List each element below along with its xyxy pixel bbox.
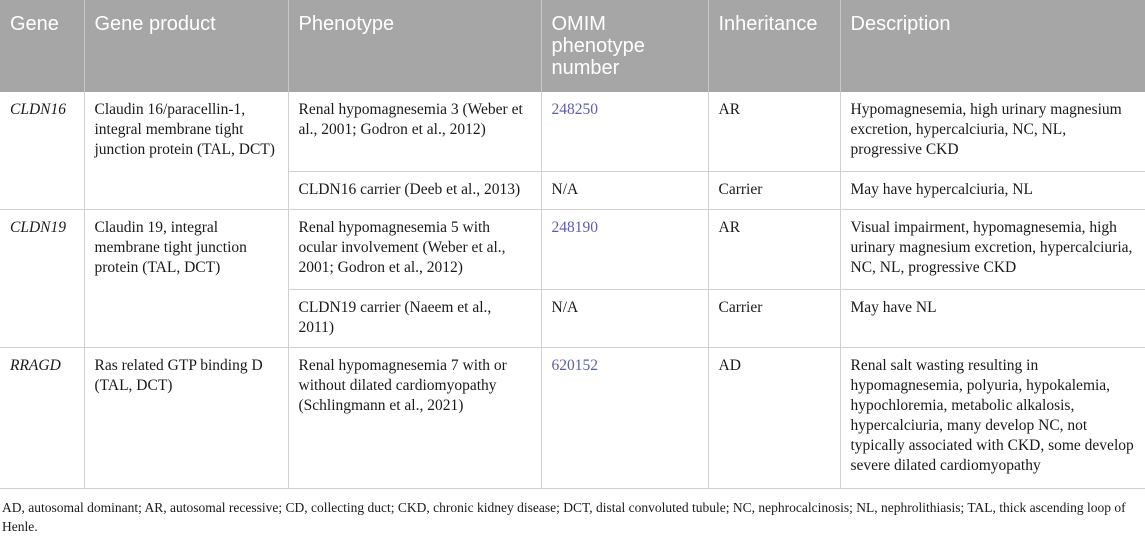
table-row	[0, 209, 1145, 289]
table-footnote: AD, autosomal dominant; AR, autosomal recessive; CD, collecting duct; CKD, chronic kidney disease; DCT, distal convoluted tubule; NC, nephrocalcinosis; NL, nephrolithiasis; TAL, thick ascending loop of Henle.	[2, 499, 1126, 534]
inheritance-cell: Carrier	[708, 171, 840, 209]
description-cell: Visual impairment, hypomagnesemia, high urinary magnesium excretion, hypercalciuria, NC, NL, progressive CKD	[840, 209, 1145, 289]
description-cell: Hypomagnesemia, high urinary magnesium excretion, hypercalciuria, NC, NL, progressive CKD	[840, 92, 1145, 171]
phenotype-cell: Renal hypomagnesemia 3 (Weber et al., 2001; Godron et al., 2012)	[288, 92, 541, 171]
header-inheritance: Inheritance	[708, 0, 840, 92]
description-cell: May have NL	[840, 289, 1145, 347]
table-row	[0, 92, 1145, 171]
omim-cell	[541, 92, 708, 171]
gene-product-cell: Ras related GTP binding D (TAL, DCT)	[84, 347, 288, 488]
gene-cell: CLDN16	[0, 92, 84, 209]
phenotype-cell: CLDN19 carrier (Naeem et al., 2011)	[288, 289, 541, 347]
inheritance-cell: AR	[708, 92, 840, 171]
header-omim: OMIM phenotype number	[541, 0, 708, 92]
omim-cell: N/A	[541, 171, 708, 209]
omim-link[interactable]: 248190	[551, 218, 598, 236]
table-row	[0, 347, 1145, 488]
phenotype-cell: Renal hypomagnesemia 7 with or without dilated cardiomyopathy (Schlingmann et al., 2021)	[288, 347, 541, 488]
gene-cell: CLDN19	[0, 209, 84, 347]
header-row	[0, 0, 1145, 92]
header-description: Description	[840, 0, 1145, 92]
omim-link[interactable]: 248250	[551, 101, 598, 118]
omim-cell	[541, 209, 708, 289]
description-cell: Renal salt wasting resulting in hypomagnesemia, polyuria, hypokalemia, hypochloremia, metabolic alkalosis, hypercalciuria, many develop NC, not typically associated with CKD, some develop severe dilated cardiomyopathy	[840, 347, 1145, 488]
omim-cell: N/A	[541, 289, 708, 347]
omim-cell	[541, 347, 708, 488]
gene-product-cell: Claudin 19, integral membrane tight junction protein (TAL, DCT)	[84, 209, 288, 347]
phenotype-cell: Renal hypomagnesemia 5 with ocular involvement (Weber et al., 2001; Godron et al., 2012)	[288, 209, 541, 289]
gene-cell: RRAGD	[0, 347, 84, 488]
inheritance-cell: Carrier	[708, 289, 840, 347]
gene-product-cell: Claudin 16/paracellin-1, integral membrane tight junction protein (TAL, DCT)	[84, 92, 288, 209]
inheritance-cell: AR	[708, 209, 840, 289]
omim-link[interactable]: 620152	[551, 356, 598, 374]
header-gene: Gene	[0, 0, 84, 92]
inheritance-cell: AD	[708, 347, 840, 488]
header-gene-product: Gene product	[84, 0, 288, 92]
phenotype-cell: CLDN16 carrier (Deeb et al., 2013)	[288, 171, 541, 209]
description-cell: May have hypercalciuria, NL	[840, 171, 1145, 209]
header-phenotype: Phenotype	[288, 0, 541, 92]
